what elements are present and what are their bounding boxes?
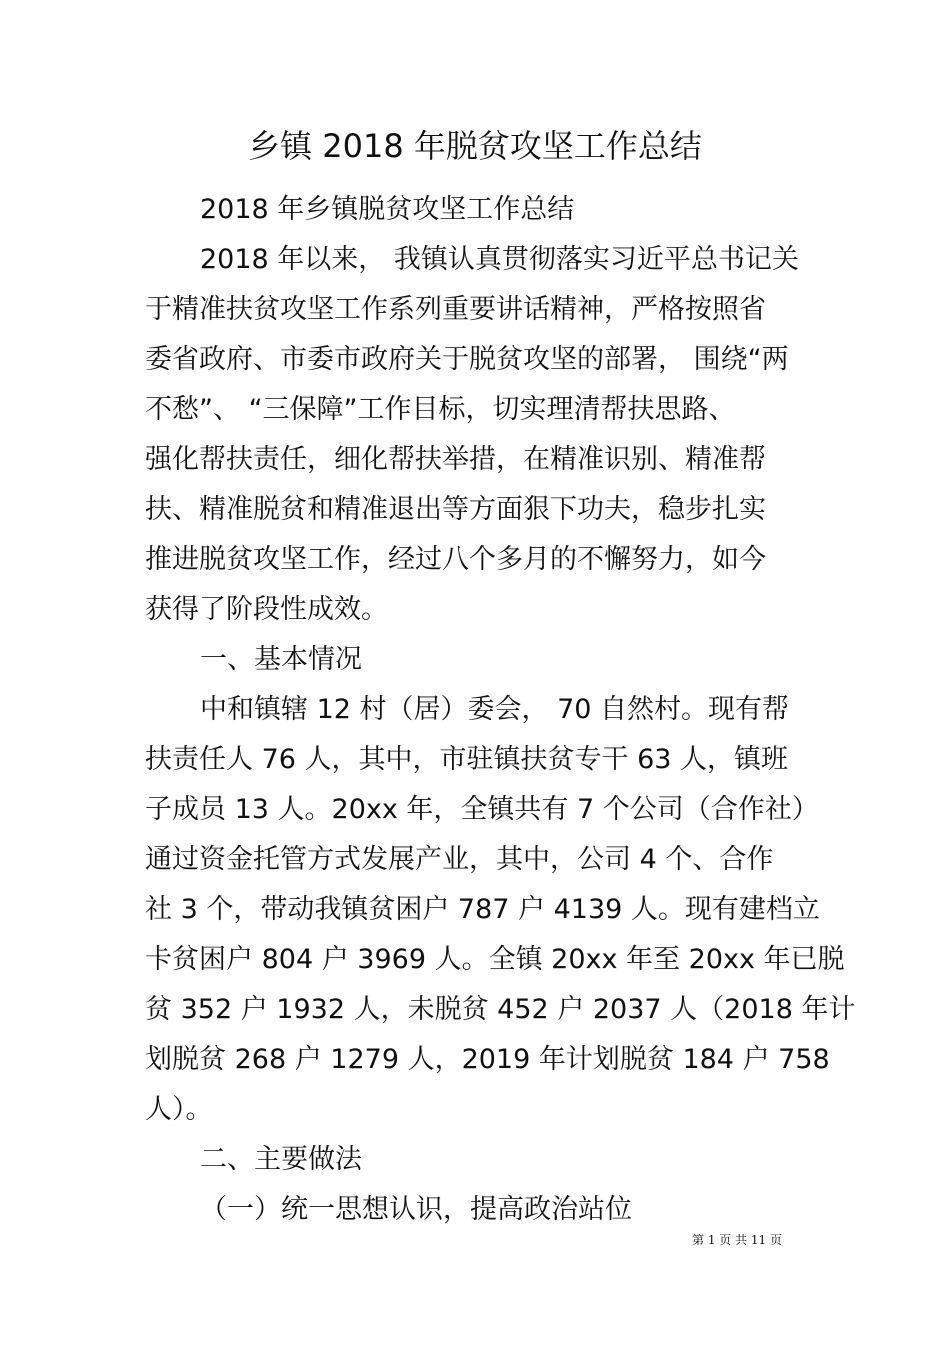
document-title: 乡镇 2018 年脱贫攻坚工作总结 [248, 127, 702, 165]
paragraph-line: 2018 年以来， 我镇认真贯彻落实习近平总书记关 [200, 244, 799, 275]
paragraph-line: 扶、精准脱贫和精准退出等方面狠下功夫，稳步扎实 [145, 494, 766, 525]
subtitle-line: 2018 年乡镇脱贫攻坚工作总结 [200, 194, 575, 225]
paragraph-line: 委省政府、市委市政府关于脱贫攻坚的部署， 围绕“两 [145, 344, 789, 375]
paragraph-line: 社 3 个，带动我镇贫困户 787 户 4139 人。现有建档立 [145, 894, 820, 925]
paragraph-line: 子成员 13 人。20xx 年，全镇共有 7 个公司（合作社） [145, 794, 819, 825]
paragraph-line: 划脱贫 268 户 1279 人，2019 年计划脱贫 184 户 758 [145, 1044, 830, 1075]
paragraph-line: 推进脱贫攻坚工作，经过八个多月的不懈努力，如今 [145, 544, 766, 575]
paragraph-line: 贫 352 户 1932 人，未脱贫 452 户 2037 人（2018 年计 [145, 994, 856, 1025]
paragraph-line: 获得了阶段性成效。 [145, 594, 388, 625]
paragraph-line: 于精准扶贫攻坚工作系列重要讲话精神，严格按照省 [145, 294, 766, 325]
subsection-heading: （一）统一思想认识，提高政治站位 [200, 1194, 632, 1225]
paragraph-line: 通过资金托管方式发展产业，其中，公司 4 个、合作 [145, 844, 774, 875]
paragraph-line: 强化帮扶责任，细化帮扶举措，在精准识别、精准帮 [145, 444, 766, 475]
paragraph-line: 卡贫困户 804 户 3969 人。全镇 20xx 年至 20xx 年已脱 [145, 944, 845, 975]
section-heading: 二、主要做法 [200, 1144, 362, 1175]
paragraph-line: 中和镇辖 12 村（居）委会， 70 自然村。现有帮 [200, 694, 790, 725]
page-number: 第 1 页 共 11 页 [692, 1233, 782, 1247]
paragraph-line: 人）。 [145, 1094, 213, 1125]
paragraph-line: 不愁”、 “三保障”工作目标，切实理清帮扶思路、 [145, 394, 736, 425]
section-heading: 一、基本情况 [200, 644, 362, 675]
paragraph-line: 扶责任人 76 人，其中，市驻镇扶贫专干 63 人，镇班 [145, 744, 789, 775]
